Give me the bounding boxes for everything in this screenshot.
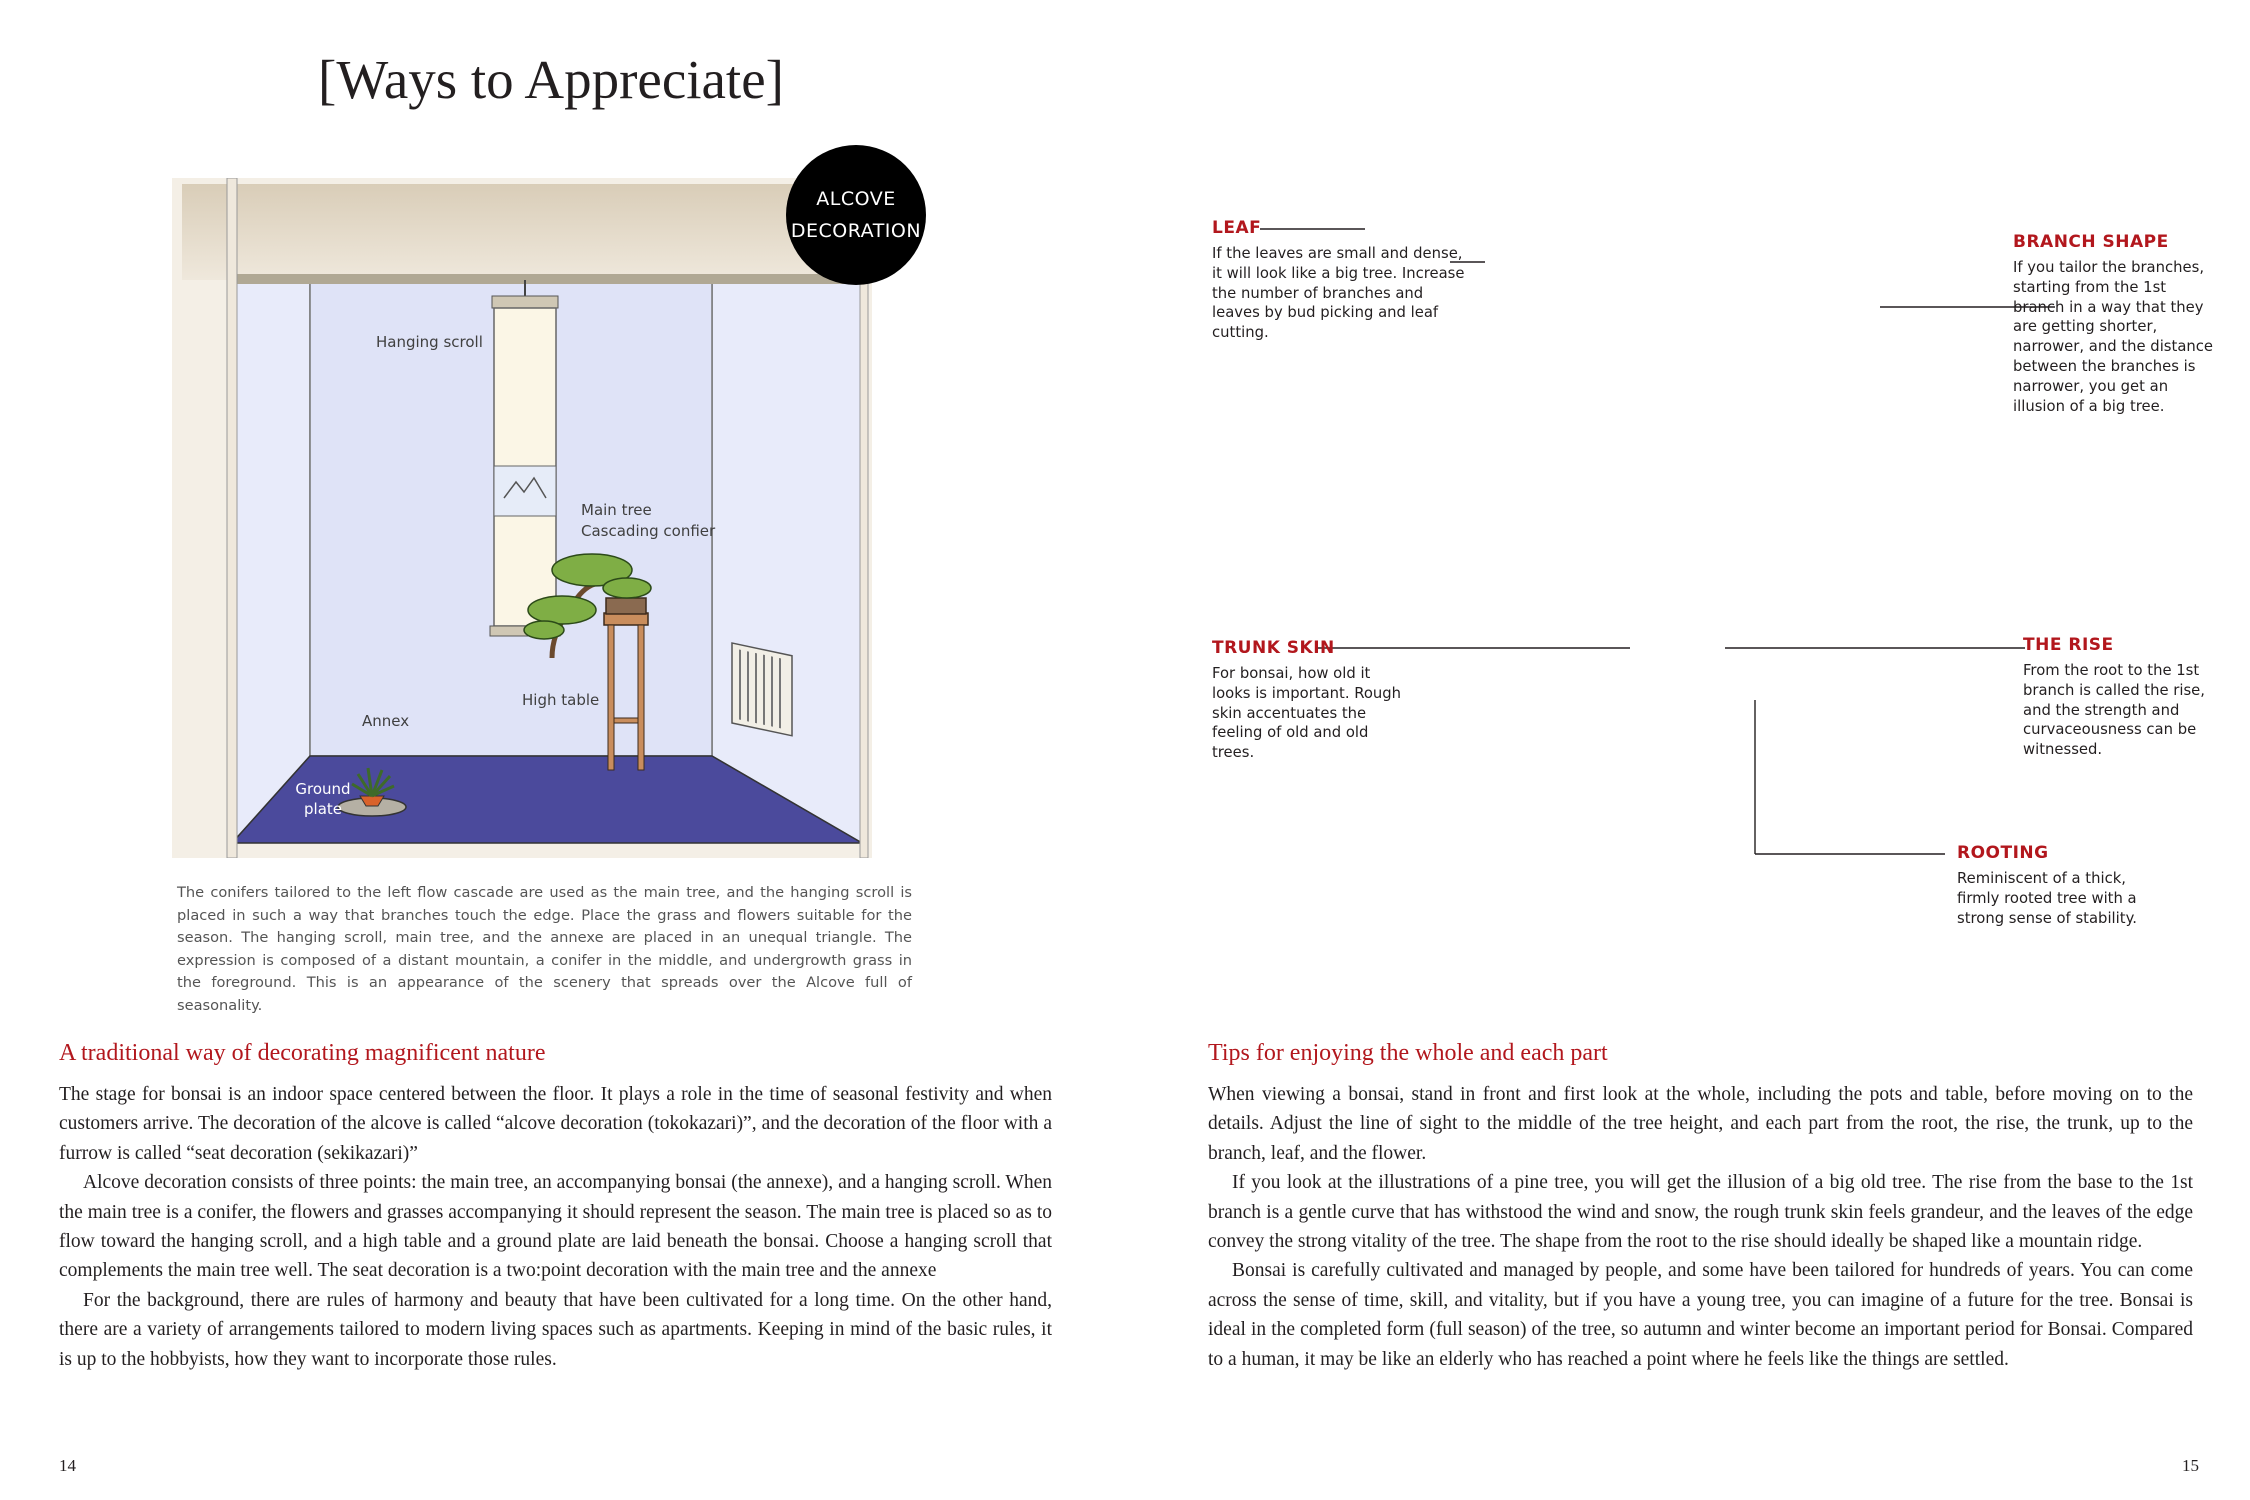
- illustration-caption: The conifers tailored to the left flow cascade are used as the main tree, and the hanging scroll is placed in such a way that branches touch the edge. Place the grass and flowers suitable for the season. The hanging scroll, main tree, and the annexe are placed in an unequal triangle. The expression is composed of a distant mountain, a conifer in the middle, and undergrowth grass in the foreground. This is an appearance of the scenery that spreads over the Alcove full of seasonality.: [177, 884, 912, 1014]
- paragraph: If you look at the illustrations of a pine tree, you will get the illusion of a big old tree. The rise from the base to the 1st branch is a gentle curve that has withstood the wind and snow, the rough trunk skin feels grandeur, and the leaves of the edge convey the strong vitality of the tree. The shape from the root to the rise should ideally be shaped like a mountain ridge.: [1208, 1172, 2193, 1253]
- body-text-left: [59, 1080, 1052, 1374]
- callout-title: ROOTING: [1957, 843, 2049, 863]
- paragraph: When viewing a bonsai, stand in front and first look at the whole, including the pots and table, before moving on to the details. Adjust the line of sight to the middle of the tree height, and each part from the root, the rise, the trunk, up to the branch, leaf, and the flower.: [1208, 1084, 2193, 1164]
- callout-title: BRANCH SHAPE: [2013, 232, 2169, 252]
- label-main-tree: Main tree: [581, 501, 652, 519]
- callout-title: THE RISE: [2023, 635, 2114, 655]
- badge-line-1: ALCOVE: [816, 188, 896, 210]
- page-number-right: 15: [2182, 1456, 2199, 1475]
- paragraph: For the background, there are rules of harmony and beauty that have been cultivated for a long time. On the other hand, there are a variety of arrangements tailored to modern living spaces such as apartments. Keeping in mind of the basic rules, it is up to the hobbyists, how they want to incorporate those rules.: [59, 1289, 1052, 1370]
- paragraph: Bonsai is carefully cultivated and managed by people, and some have been tailored for hundreds of years. You can come across the sense of time, skill, and vitality, but if you have a young tree, you can imagine of a future for the tree. Bonsai is ideal in the completed form (full season) of the tree, so autumn and winter become an important period for Bonsai. Compared to a human, it may be like an elderly who has reached a point where he feels like the things are settled.: [1208, 1260, 2193, 1370]
- callout-branch-shape: [2013, 232, 2213, 416]
- right-page: [1125, 0, 2250, 1500]
- label-annex: Annex: [362, 712, 410, 730]
- label-cascading-conifer: Cascading confier: [581, 522, 716, 540]
- callout-leaf: [1212, 218, 1472, 343]
- callout-the-rise: [2023, 635, 2223, 760]
- callout-rooting: [1957, 843, 2167, 928]
- page-title: [Ways to Appreciate]: [318, 49, 784, 110]
- callout-text: If you tailor the branches, starting from the 1st branch in a way that they are getting shorter, narrower, and the distance between the branches is narrower, you get an illusion of a big tree.: [2013, 259, 2214, 415]
- body-text-right: [1208, 1080, 2193, 1374]
- alcove-decoration-badge: [786, 145, 926, 285]
- section-heading-left: A traditional way of decorating magnificent nature: [59, 1040, 546, 1066]
- label-high-table: High table: [522, 691, 600, 709]
- label-hanging-scroll: Hanging scroll: [376, 333, 483, 351]
- label-ground-plate: Ground plate: [295, 780, 351, 818]
- badge-line-2: DECORATION: [790, 220, 922, 242]
- callout-text: From the root to the 1st branch is called the rise, and the strength and curvaceousness can be witnessed.: [2023, 662, 2205, 759]
- alcove-illustration: [172, 178, 942, 858]
- callout-text: For bonsai, how old it looks is important. Rough skin accentuates the feeling of old and old trees.: [1212, 665, 1402, 762]
- callout-text: Reminiscent of a thick, firmly rooted tree with a strong sense of stability.: [1957, 870, 2137, 927]
- callout-title: LEAF: [1212, 218, 1262, 238]
- callout-title: TRUNK SKIN: [1212, 638, 1335, 658]
- callout-trunk-skin: [1212, 638, 1412, 763]
- paragraph: The stage for bonsai is an indoor space centered between the floor. It plays a role in the time of seasonal festivity and when customers arrive. The decoration of the alcove is called “alcove decoration (tokokazari)”, and the decoration of the floor with a furrow is called “seat decoration (sekikazari)”: [59, 1084, 1052, 1164]
- paragraph: Alcove decoration consists of three points: the main tree, an accompanying bonsai (the annexe), and a hanging scroll. When the main tree is a conifer, the flowers and grasses accompanying it should represent the season. The main tree is placed so as to flow toward the hanging scroll, and a high table and a ground plate are laid beneath the bonsai. Choose a hanging scroll that complements the main tree well. The seat decoration is a two:point decoration with the main tree and the annexe: [59, 1172, 1052, 1282]
- page-number-left: 14: [59, 1456, 76, 1475]
- section-heading-right: Tips for enjoying the whole and each part: [1208, 1040, 1608, 1066]
- callout-leader-lines: [1125, 0, 2250, 900]
- callout-text: If the leaves are small and dense, it will look like a big tree. Increase the number of branches and leaves by bud picking and leaf cutting.: [1212, 245, 1465, 342]
